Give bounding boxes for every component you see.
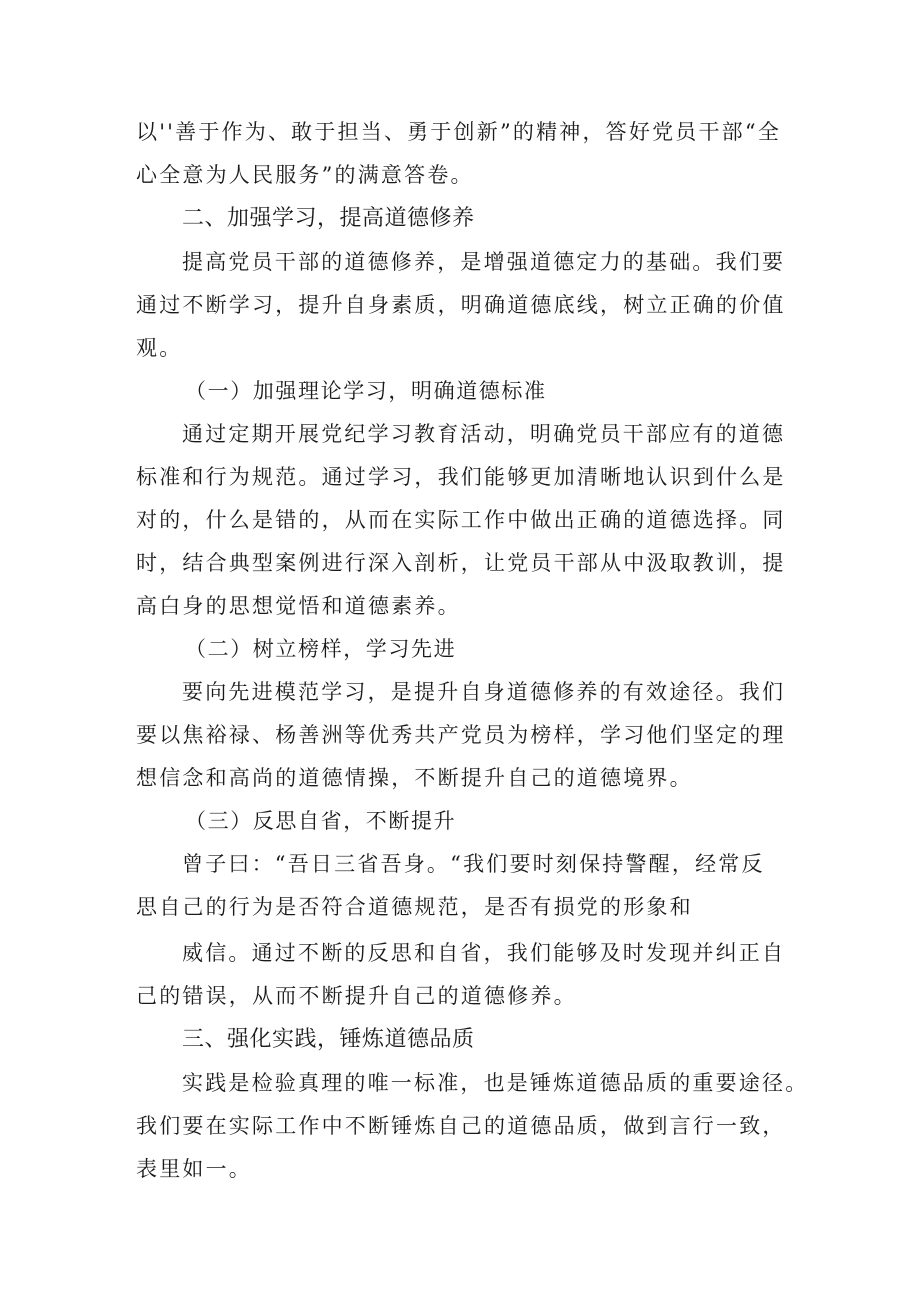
paragraph-line: 想信念和高尚的道德情操，不断提升自己的道德境界。 <box>136 766 693 790</box>
section-heading: 三、强化实践，锤炼道德品质 <box>182 1027 475 1052</box>
paragraph-line: 曾子曰：“吾日三省吾身。“我们要时刻保持警醒，经常反 <box>182 852 765 876</box>
paragraph-line: 高白身的思想觉悟和道德素养。 <box>136 594 461 618</box>
subsection-heading: （三）反思自省，不断提升 <box>185 809 457 833</box>
paragraph-line: 要向先进模范学习，是提升自身道德修养的有效途径。我们 <box>182 680 786 704</box>
paragraph-line: 我们要在实际工作中不断锤炼自己的道德品质，做到言行一致， <box>136 1114 786 1138</box>
paragraph-line: 实践是检验真理的唯一标准，也是锤炼道德品质的重要途径。 <box>182 1071 809 1095</box>
section-heading: 二、加强学习，提高道德修养 <box>182 206 475 231</box>
paragraph-line: 通过定期开展党纪学习教育活动，明确党员干部应有的道德 <box>182 422 786 446</box>
paragraph-line: 对的，什么是错的，从而在实际工作中做出正确的道德选择。同 <box>136 508 786 532</box>
paragraph-line: 标准和行为规范。通过学习，我们能够更加清晰地认识到什么是 <box>136 465 786 489</box>
paragraph-line: 思自己的行为是否符合道德规范，是否有损党的形象和 <box>136 895 693 919</box>
paragraph-line: 要以焦裕禄、杨善洲等优秀共产党员为榜样，学习他们坚定的理 <box>136 723 786 747</box>
paragraph-line: 己的错误，从而不断提升自己的道德修养。 <box>136 984 577 1008</box>
paragraph-line: 心全意为人民服务”的满意答卷。 <box>136 163 474 187</box>
subsection-heading: （一）加强理论学习，明确道德标准 <box>185 379 547 403</box>
paragraph-line: 以''善于作为、敢于担当、勇于创新”的精神，答好党员干部“全 <box>136 120 782 144</box>
paragraph-line: 时，结合典型案例进行深入剖析，让党员干部从中汲取教训，提 <box>136 551 786 575</box>
paragraph-line: 提高党员干部的道德修养，是增强道德定力的基础。我们要 <box>182 250 786 274</box>
paragraph-line: 威信。通过不断的反思和自省，我们能够及时发现并纠正自 <box>182 941 786 965</box>
paragraph-line: 观。 <box>136 336 183 360</box>
paragraph-line: 通过不断学习，提升自身素质，明确道德底线，树立正确的价值 <box>136 293 786 317</box>
paragraph-line: 表里如一。 <box>136 1157 252 1181</box>
subsection-heading: （二）树立榜样，学习先进 <box>185 637 457 661</box>
